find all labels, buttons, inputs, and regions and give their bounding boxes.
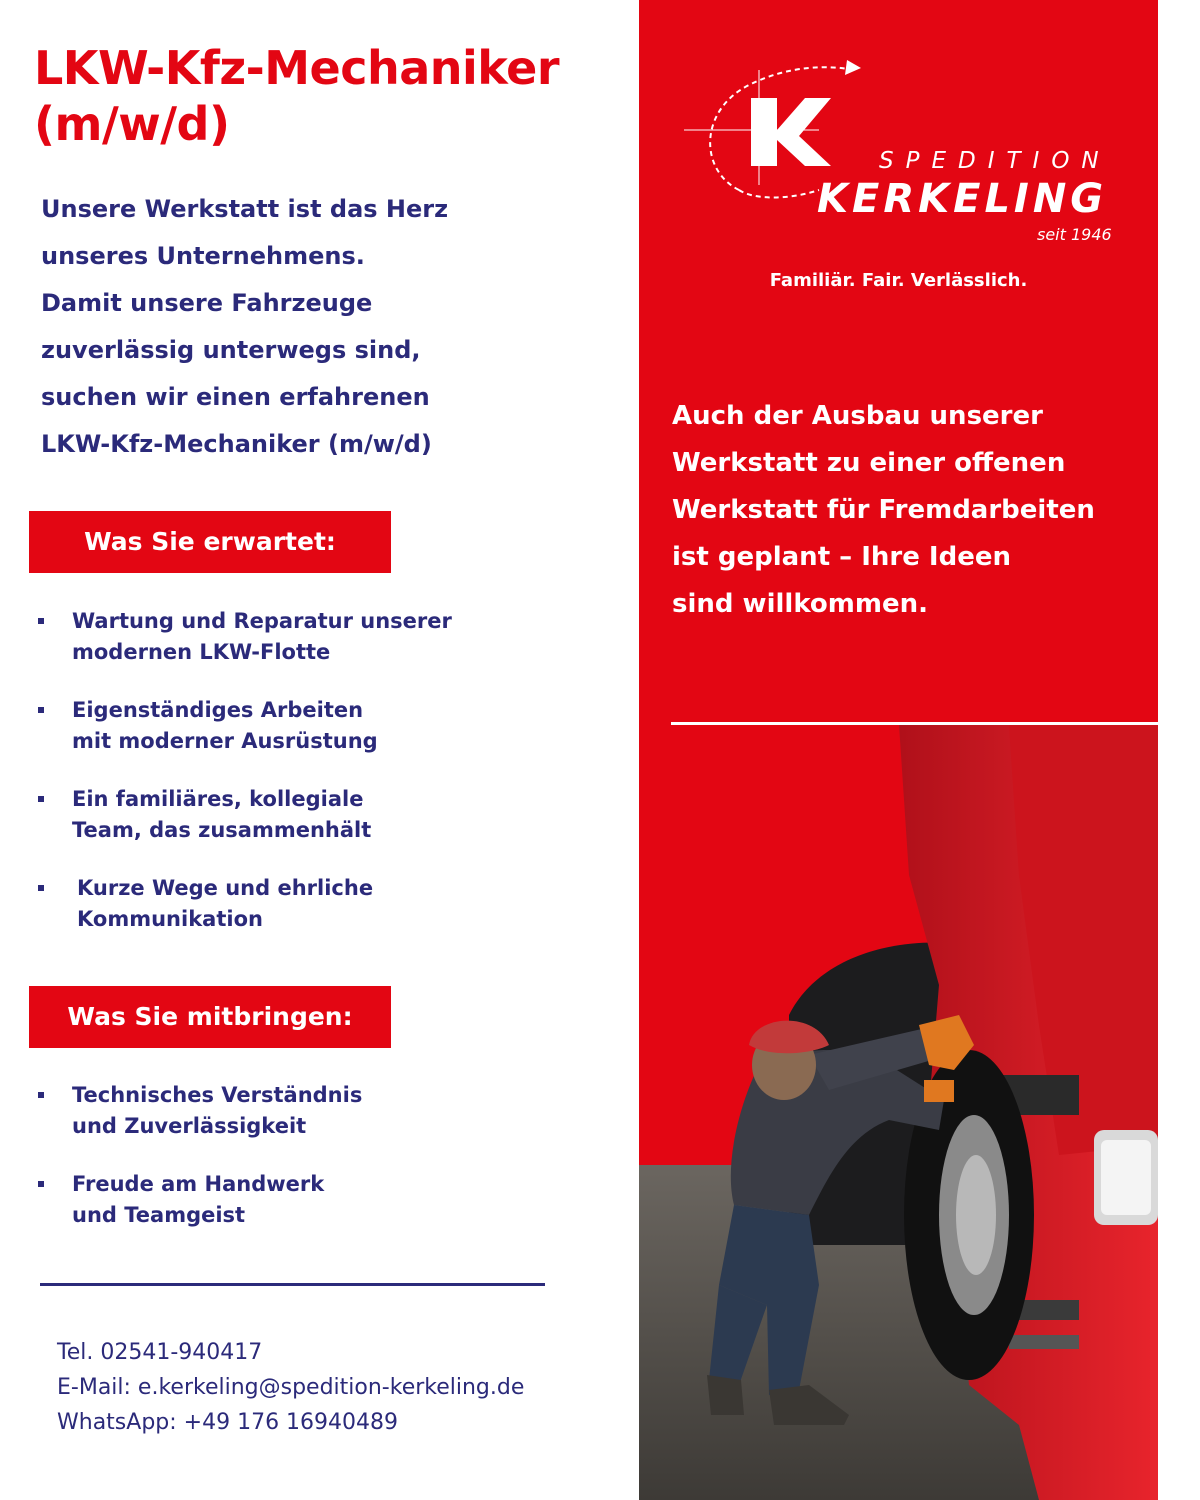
bullet-icon xyxy=(38,796,44,802)
intro-line: zuverlässig unterwegs sind, xyxy=(41,336,421,364)
divider xyxy=(40,1283,545,1286)
note-line: ist geplant – Ihre Ideen xyxy=(672,542,1011,572)
list-item: Freude am Handwerk und Teamgeist xyxy=(36,1169,596,1231)
bullet-icon xyxy=(38,1181,44,1187)
contact-block xyxy=(57,1335,524,1440)
tagline: Familiär. Fair. Verlässlich. xyxy=(769,270,1028,291)
bullet-icon xyxy=(38,618,44,624)
list-item: Technisches Verständnis und Zuverlässigkeit xyxy=(36,1080,596,1142)
note-line: Werkstatt zu einer offenen xyxy=(672,448,1066,478)
whatsapp-link[interactable]: WhatsApp: +49 176 16940489 xyxy=(57,1410,399,1435)
title-line-1: LKW-Kfz-Mechaniker xyxy=(34,41,560,95)
title-line-2: (m/w/d) xyxy=(34,97,230,151)
intro-text xyxy=(41,186,601,468)
expect-heading: Was Sie erwartet: xyxy=(29,511,391,573)
intro-line: Damit unsere Fahrzeuge xyxy=(41,289,373,317)
intro-line: suchen wir einen erfahrenen xyxy=(41,383,430,411)
bullet-icon xyxy=(38,1092,44,1098)
bring-heading: Was Sie mitbringen: xyxy=(29,986,391,1048)
list-item: Ein familiäres, kollegiale Team, das zusammenhält xyxy=(36,784,596,846)
email-link[interactable]: E-Mail: e.kerkeling@spedition-kerkeling.de xyxy=(57,1375,525,1400)
intro-line: unseres Unternehmens. xyxy=(41,242,365,270)
list-item: Kurze Wege und ehrliche Kommunikation xyxy=(36,873,596,935)
expect-list xyxy=(36,606,596,962)
svg-text:seit 1946: seit 1946 xyxy=(1037,225,1112,244)
mechanic-truck-photo xyxy=(639,725,1158,1500)
workshop-note xyxy=(672,393,1142,628)
company-logo xyxy=(679,50,1119,250)
bullet-icon xyxy=(38,885,44,891)
note-line: Werkstatt für Fremdarbeiten xyxy=(672,495,1095,525)
right-panel xyxy=(639,0,1158,1500)
bullet-icon xyxy=(38,707,44,713)
bring-list xyxy=(36,1080,596,1258)
page-title xyxy=(34,40,634,152)
intro-line: Unsere Werkstatt ist das Herz xyxy=(41,195,449,223)
svg-text:KERKELING: KERKELING xyxy=(817,176,1108,222)
intro-line: LKW-Kfz-Mechaniker (m/w/d) xyxy=(41,430,432,458)
kerkeling-logo-icon xyxy=(679,50,1119,250)
svg-text:SPEDITION: SPEDITION xyxy=(879,148,1111,174)
note-line: Auch der Ausbau unserer xyxy=(672,401,1043,431)
mechanic-photo-icon xyxy=(639,725,1158,1500)
list-item: Wartung und Reparatur unserer modernen LKW-Flotte xyxy=(36,606,596,668)
list-item: Eigenständiges Arbeiten mit moderner Ausrüstung xyxy=(36,695,596,757)
note-line: sind willkommen. xyxy=(672,589,928,619)
phone-link[interactable]: Tel. 02541-940417 xyxy=(57,1340,263,1365)
